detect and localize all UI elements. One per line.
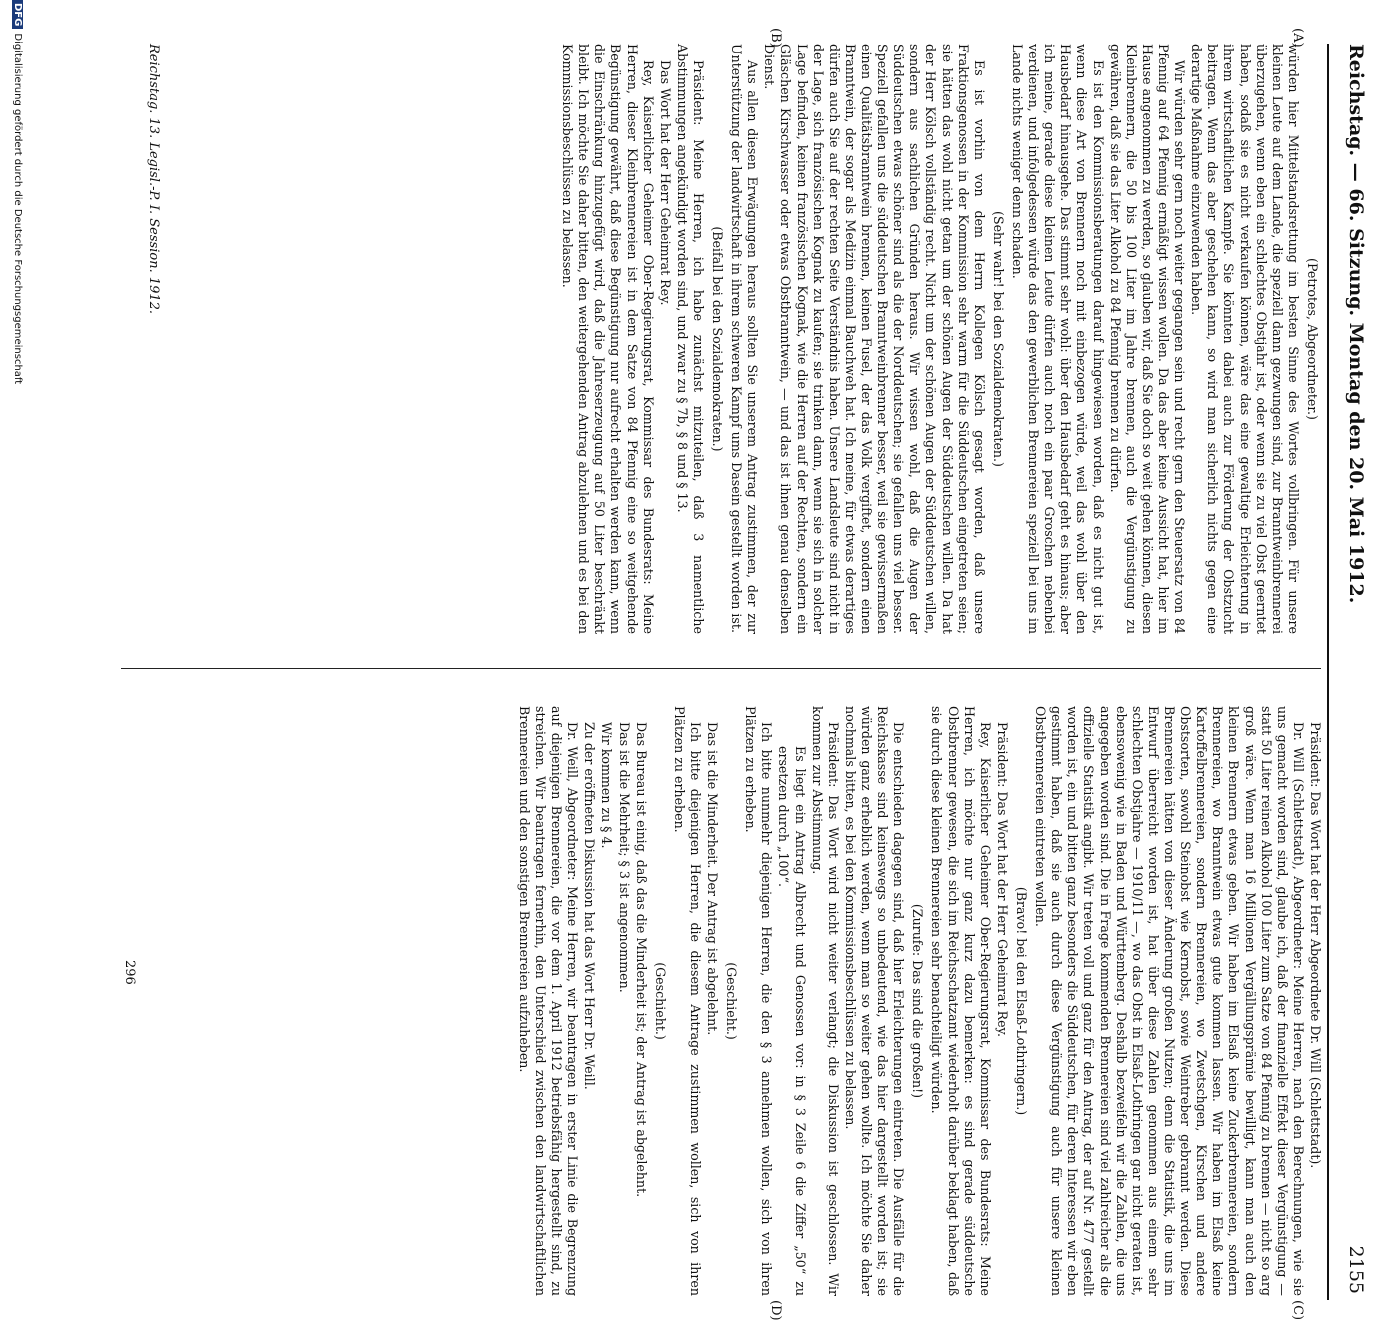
paragraph: Rey, Kaiserlicher Geheimer Ober-Regierungsrat, Kommissar des Bundesrats: Meine Herren, dieser Kleinbrennereien ist in dem Satze von 84 Pfennig eine so weitgehende Begünstigung gewährt, daß diese Begünstigung nur aufrecht erhalten werden kann, wenn die Einschränkung hinzugefügt wird, daß die Jahreserzeugung auf 50 Liter beschränkt bleibt. Ich möchte Sie daher bitten, den weitergehenden Antrag abzulehnen und es bei den Kommissionsbeschlüssen zu belassen. — [560, 44, 656, 634]
paragraph: Das Wort hat der Herr Geheimrat Rey. — [657, 60, 673, 306]
paragraph: würden hier Mittelstandsrettung im besten Sinne des Wortes vollbringen. Für unsere kleinen Leute auf dem Lande, die speziell dann gezwungen sind, zur Branntweinbrennerei überzugehen, wenn eben ein schlechtes Obstjahr ist, oder wenn sie zu viel Obst geerntet haben, sodaß sie es nicht verkaufen können, wäre das eine gewaltige Erleichterung in ihrem wirtschaftlichen Kampfe. Sie könnten dabei auch zur Förderung der Obstzucht beitragen. Wenn das aber geschehen kann, so wird man sicherlich nichts gegen eine derartige Maßnahme einzuwenden haben. — [1189, 44, 1301, 634]
paragraph: Präsident: Das Wort hat der Herr Geheimrat Rey. — [994, 722, 1010, 1037]
paragraph: Es ist vorhin von dem Herrn Kollegen Kölsch gesagt worden, daß unsere Fraktionsgenossen in der Kommission sehr warm für die Süddeutschen eingetreten seien; sie hätten das wohl nicht getan um der schönen Augen der Süddeutschen willen. Da hat der Herr Kölsch vollständig recht. Nicht um der schönen Augen der Süddeutschen willen, sondern aus sachlichen Gründen heraus. Wir wissen wohl, daß die Augen der Süddeutschen etwas schöner sind als die der Norddeutschen; sie gefallen uns viel besser. Speziell gefallen uns die süddeutschen Branntweinbrenner besser, weil sie gewissermaßen einen Qualitätsbranntwein brennen, keinen Fusel, der das Volk vergiftet, sondern einen Branntwein, der sogar als Medizin einmal Bauchweh hat. Ich meine, für etwas derartiges dürfen auch Sie auf der rechten Seite Verständnis haben. Unsere Landsleute sind nicht in der Lage, sich französischen Kognak zu kaufen; sie trinken dann, wenn sie sich in solcher Lage befinden, keinen französischen Kognak, wie die Herren auf der Rechten, sondern ein Gläschen Kirschwasser oder etwas Obstbranntwein, — und das ist ihnen genau denselben Dienst. — [762, 44, 987, 634]
paragraph: Das Bureau ist einig, daß das die Minderheit ist; der Antrag ist abgelehnt. — [633, 722, 649, 1198]
margin-mark-c: (C) — [1290, 1300, 1305, 1321]
paragraph: Wir würden sehr gern noch weiter gegangen sein und recht gern den Steuersatz von 84 Pfennig auf 64 Pfennig ermäßigt wissen wollen. Da das aber keine Aussicht hat, hier im Hause angenommen zu werden, so glauben wir, daß Sie doch so weit gehen können, diesen Kleinbrennern, die 50 bis 100 Liter im Jahre brennen, auch die Vergünstigung zu gewähren, daß sie das Liter Alkohol zu 84 Pfennig brennen zu dürfen. — [1107, 44, 1188, 634]
paragraph: Rey, Kaiserlicher Geheimer Ober-Regierungsrat, Kommissar des Bundesrats: Meine Herren, ich möchte nur ganz kurz dazu bemerken: es sind gerade süddeutsche Obstbrenner gewesen, die sich im Reichsschatzamt wiederholt darüber beklagt haben, daß sie durch diese kleinen Brennereien sehr benachteiligt würden. — [929, 706, 993, 1296]
right-column — [515, 706, 1323, 1296]
paragraph: Ich bitte nunmehr diejenigen Herren, die den § 3 annehmen wollen, sich von ihren Plätzen zu erheben. — [743, 706, 775, 1296]
header-page-number: 2155 — [1345, 1245, 1367, 1294]
margin-mark-d: (D) — [768, 1300, 783, 1321]
dfg-logo: DFG — [12, 0, 23, 29]
margin-mark-b: (B) — [768, 28, 783, 48]
interjection: (Bravo! bei den Elsaß-Lothringern.) — [1014, 886, 1030, 1116]
header-rule — [1327, 44, 1329, 1300]
credit-text: Digitalisierung gefördert durch die Deutsche Forschungsgemeinschaft — [12, 33, 23, 385]
interjection: (Beifall bei den Sozialdemokraten.) — [710, 226, 726, 452]
header-title: Reichstag. — 66. Sitzung. Montag den 20. Mai 1912. — [1345, 44, 1367, 604]
paragraph: Das ist die Minderheit. Der Antrag ist abgelehnt. — [705, 722, 721, 1036]
paragraph: Zu der eröffneten Diskussion hat das Wort Herr Dr. Weill. — [582, 722, 598, 1090]
interjection: (Zurufe: Das sind die großen!) — [910, 903, 926, 1099]
page-header — [1337, 44, 1371, 1294]
motion-text: Es liegt ein Antrag Albrecht und Genossen vor: in § 3 Zeile 6 die Ziffer „50“ zu ersetzen durch „100“. — [776, 746, 808, 1296]
interjection: (Sehr wahr! bei den Sozialdemokraten.) — [990, 211, 1006, 467]
paragraph: Dr. Weill, Abgeordneter: Meine Herren, wir beantragen in erster Linie die Begrenzung auf diejenigen Brennereien, die vor dem 1. April 1912 betriebsfähig hergestellt sind, zu streichen. Wir beantragen fernerhin, den Unterschied zwischen den landwirtschaftlichen Brennereien und den sonstigen Brennereien aufzuheben. — [516, 706, 581, 1296]
paragraph: Dr. Will (Schlettstadt), Abgeordneter: Meine Herren, nach den Berechnungen, wie sie uns gemacht worden sind, glaube ich, daß der finanzielle Effekt dieser Vergünstigung — statt 50 Liter reinen Alkohol 100 Liter zum Satze von 84 Pfennig zu brennen — nicht so arg groß wäre. Wenn man 16 Millionen Vergällungsprämie bewilligt, kann man auch den kleinen Brennern etwas geben. Wir haben im Elsaß keine Zuckerbrennereien, sondern Brennereien, wo Branntwein etwas gute kommen lassen. Wir haben im Elsaß keine Kartoffelbrennereien, sondern Brennereien, wo Zwetschgen, Kirschen und andere Obstsorten, sowohl Steinobst wie Kernobst, sowie Weintreber gebrannt werden. Diese Brennereien hätten von dieser Änderung großen Nutzen; denn die Statistik, die uns im Entwurf überreicht worden ist, hat über diese Zahlen genommen aus einem sehr schlechten Obstjahre — 1910/11 —, wo das Obst in Elsaß-Lothringen gar nicht geraten ist, ebensowenig wie in Baden und Württemberg. Deshalb bezweifeln wir die Zahlen, die uns angegeben worden sind. Die in Frage kommenden Brennereien sind viel zahlreicher als die offizielle Statistik angibt. Wir treten voll und ganz für den Antrag, der auf Nr. 477 gestellt worden ist, ein und bitten ganz besonders die Süddeutschen, für deren Interessen wir eben gestimmt haben, daß sie auch durch diese Vergünstigung auch für unsere kleinen Obstbrennereien eintreten wollen. — [1033, 706, 1306, 1296]
paragraph: Ich bitte diejenigen Herren, die diesem Antrage zustimmen wollen, sich von ihren Plätzen zu erheben. — [671, 706, 703, 1296]
paragraph: Wir kommen zu § 4. — [599, 722, 615, 849]
paragraph: Präsident: Das Wort hat der Herr Abgeordnete Dr. Will (Schlettstadt). — [1308, 722, 1323, 1169]
speaker-note: (Petrotes, Abgeordneter.) — [1305, 258, 1320, 420]
column-divider — [121, 668, 1321, 669]
interjection: (Geschieht.) — [724, 962, 740, 1040]
paragraph: Es ist den Kommissionsberatungen darauf hingewiesen worden, daß es nicht gut ist, wenn diese Art von Brennern noch mit einbezogen würde, weil das wohl über den Hausbedarf hinausgehe. Das stimmt sehr wohl: über den Hausbedarf geht es hinaus; aber ich meine, gerade diese kleinen Leute dürfen auch noch ein paar Groschen nebenbei verdienen, und infolgedessen würde das den gewerblichen Brennereien speziell bei uns im Lande nichts weniger denn schaden. — [1010, 44, 1106, 634]
paragraph: Aus allen diesen Erwägungen heraus sollten Sie unserem Antrag zustimmen, der zur Unterstützung der landwirtschaft in ihrem schweren Kampf ums Dasein gestellt worden ist. — [729, 44, 761, 634]
digitization-credit — [12, 0, 23, 1000]
paragraph: Die entschieden dagegen sind, daß hier Erleichterungen eintreten. Die Ausfälle für die Reichskasse sind keineswegs so unbedeutend, wie das hier dargestellt worden ist; sie würden ganz erheblich werden, wenn man so weiter gehen wollte. Ich möchte Sie daher nochmals bitten, es bei den Kommissionsbeschlüssen zu belassen. — [842, 706, 907, 1296]
footer-page-number: 296 — [122, 960, 137, 985]
margin-mark-a: (A) — [1290, 28, 1305, 48]
page-footer: Reichstag. 13. Legisl.-P. I. Session. 1912. — [146, 44, 161, 315]
interjection: (Geschieht.) — [652, 962, 668, 1040]
left-column — [558, 44, 1323, 634]
paragraph: Präsident: Das Wort wird nicht weiter verlangt; die Diskussion ist geschlossen. Wir kommen zur Abstimmung. — [809, 706, 841, 1296]
paragraph: Präsident: Meine Herren, ich habe zunächst mitzuteilen, daß 3 namentliche Abstimmungen angekündigt worden sind, und zwar zu § 7b, § 8 und § 13. — [674, 44, 706, 634]
paragraph: Das ist die Mehrheit; § 3 ist angenommen. — [616, 722, 632, 993]
